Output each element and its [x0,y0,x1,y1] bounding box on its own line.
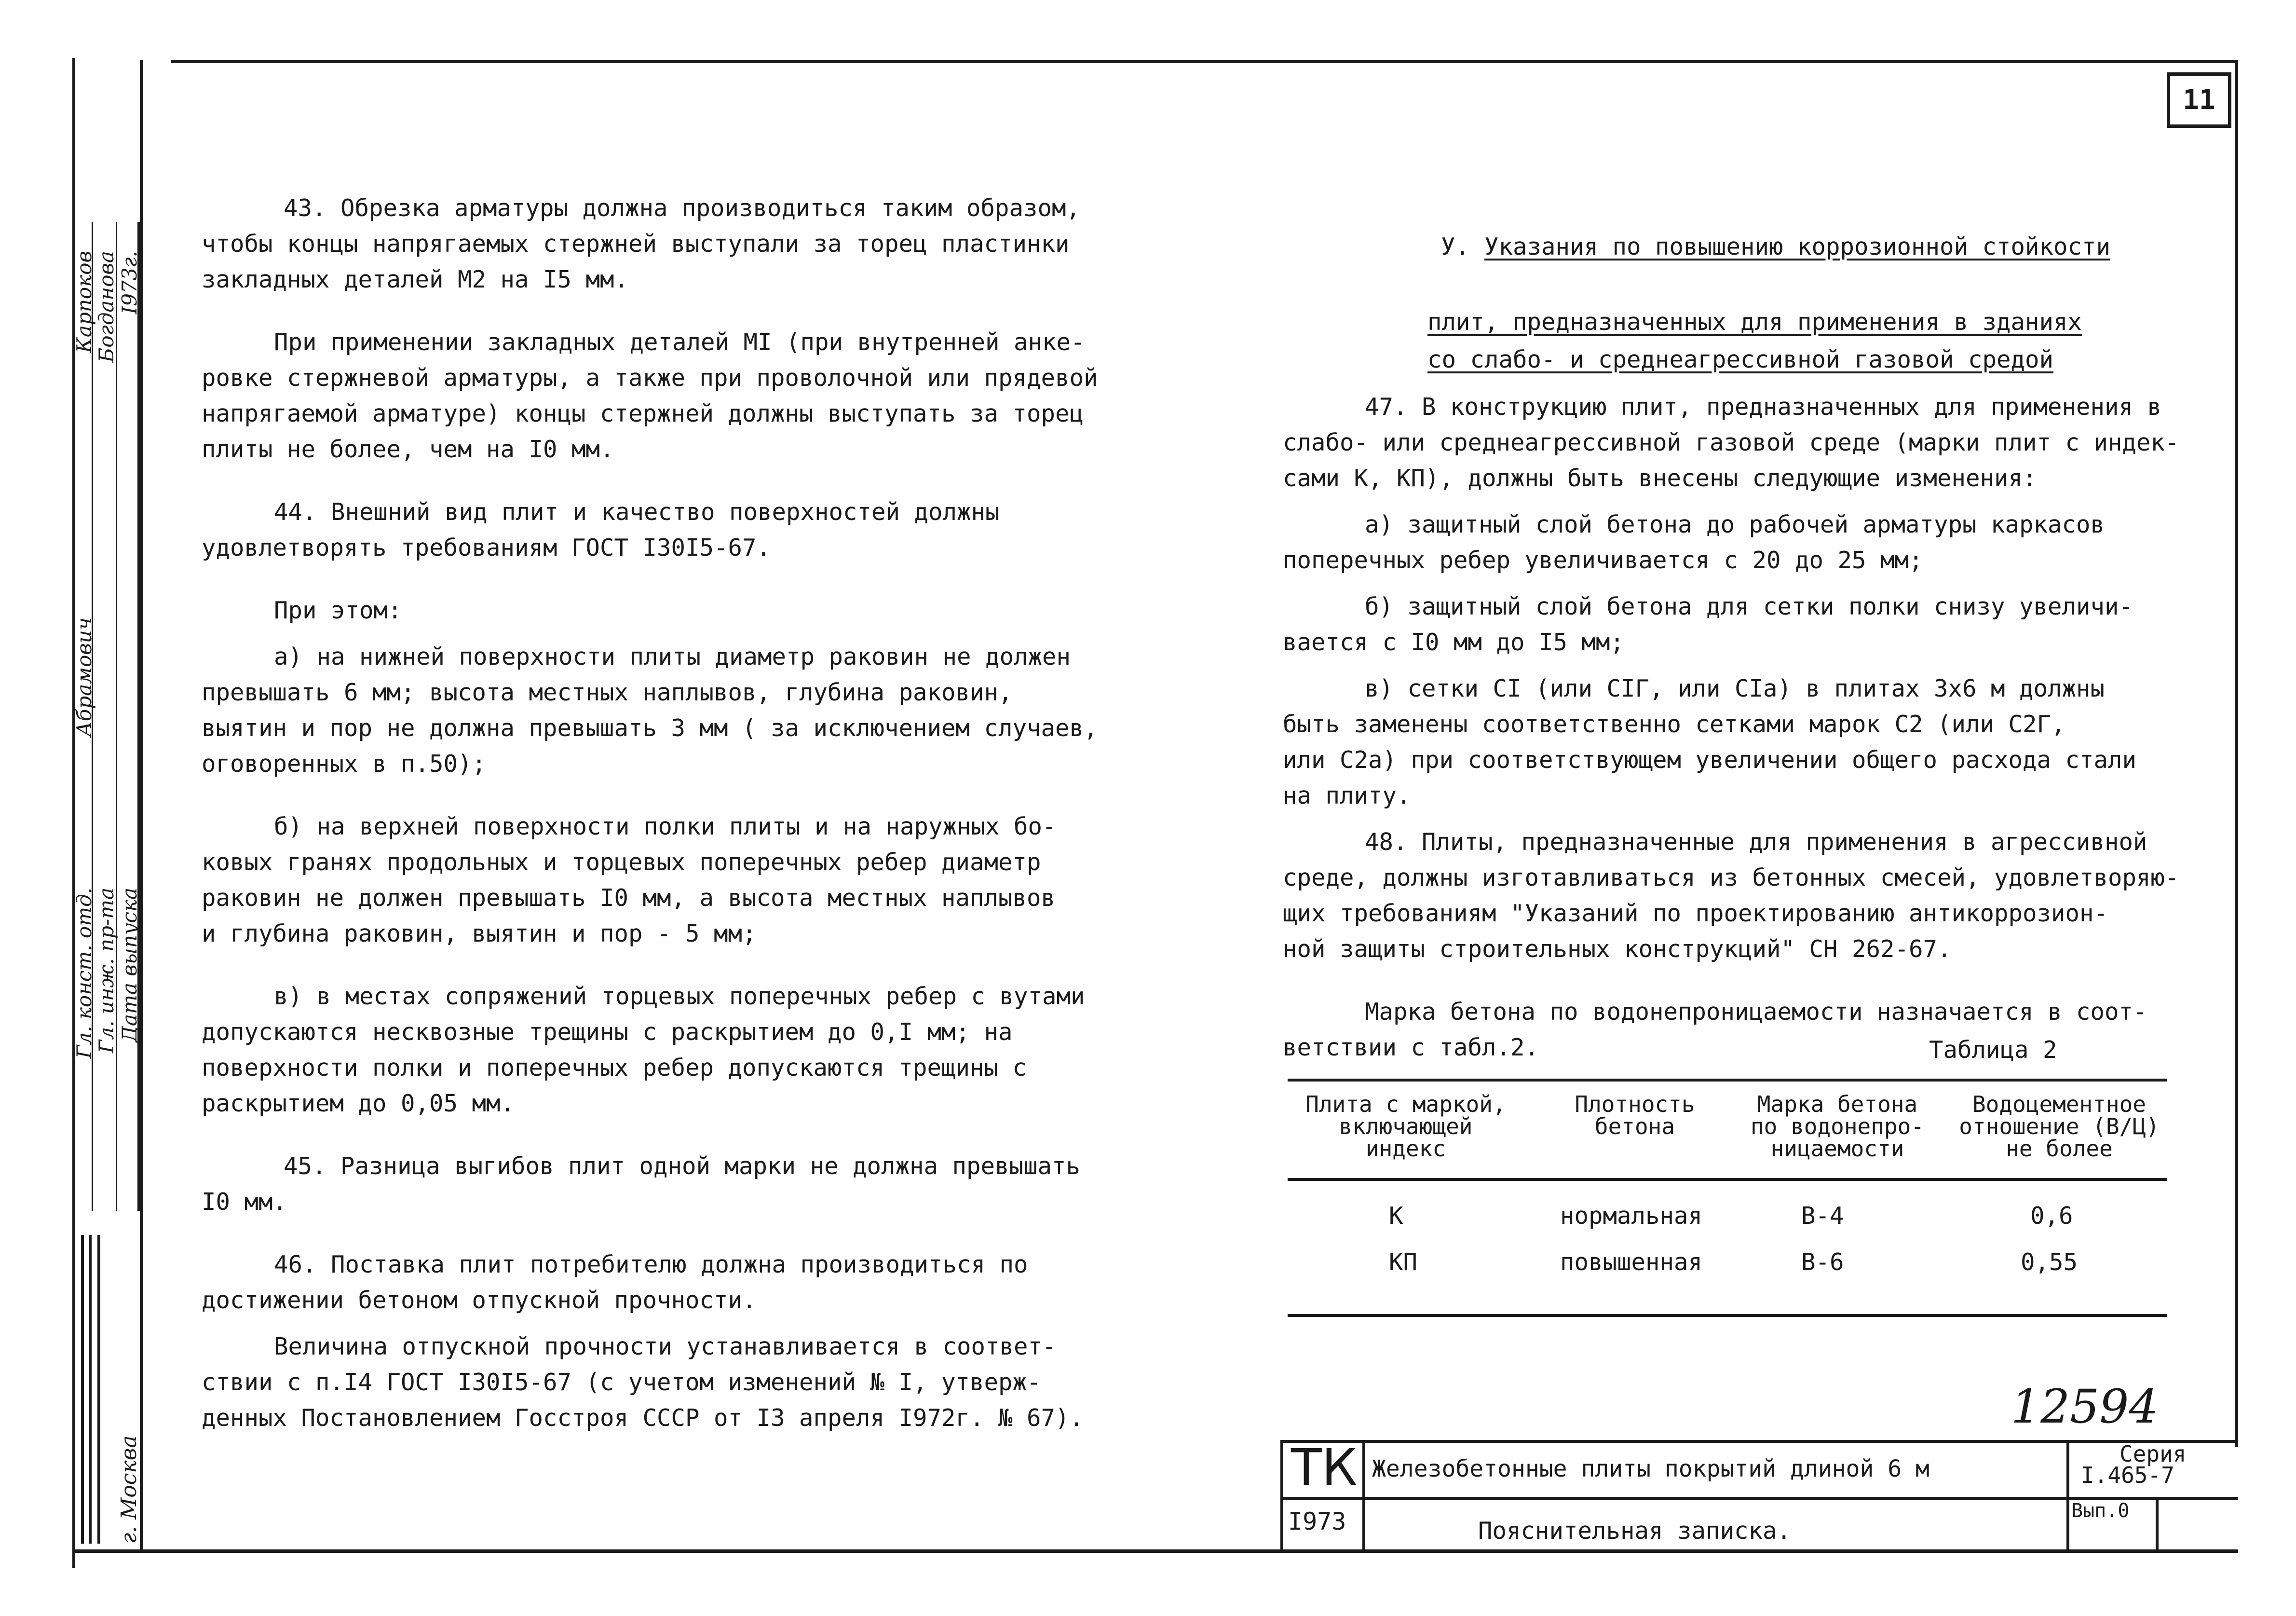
stamp-date: I973г. [118,251,141,315]
paragraph-47c-line: в) сетки СI (или СIГ, или СIа) в плитах 3х6 м должны [1365,675,2105,702]
year: I973 [1288,1507,1346,1535]
table-header-cell: Водоцементное отношение (В/Ц) не более [1959,1091,2160,1162]
stamp-name: Карпоков [72,251,96,353]
paragraph-43-line: закладных деталей М2 на I5 мм. [202,266,629,293]
paragraph-47-line: слабо- или среднеагрессивной газовой среде (марки плит с индек- [1283,429,2179,456]
table-header-cell: Плотность бетона [1575,1091,1695,1139]
paragraph-44b-line: ковых гранях продольных и торцевых поперечных ребер диаметр [202,849,1041,876]
series-label: Серия [2119,1441,2187,1467]
concrete-grade-table [1288,1079,2167,1317]
stamp-role: Дата выпуска [118,888,141,1043]
section-title-line: со слабо- и среднеагрессивной газовой средой [1427,346,2054,373]
series-value: I.465-7 [2081,1462,2174,1488]
table-cell: К [1389,1202,1403,1230]
archive-stamp [72,1235,140,1544]
paragraph-43b-line: плиты не более, чем на I0 мм. [202,436,614,463]
table-header-cell: Плита с маркой, включающей индекс [1305,1091,1506,1162]
right-column [1283,191,2189,1066]
paragraph-47c-line: на плиту. [1283,782,1411,809]
paragraph-44b-line: б) на верхней поверхности полки плиты и на наружных бо- [274,813,1057,840]
title-block [1280,1440,2238,1553]
paragraph-45-line: I0 мм. [202,1188,287,1216]
table-caption: Таблица 2 [1929,1036,2057,1064]
paragraph-43b-line: напрягаемой арматуре) концы стержней должны выступать за торец [202,400,1084,427]
paragraph-48-line: щих требованиям "Указаний по проектированию антикоррозион- [1283,900,2108,927]
paragraph-44a-line: превышать 6 мм; высота местных наплывов, глубина раковин, [202,679,1013,706]
table-cell: 0,6 [2030,1202,2073,1230]
issue-label: Вып.0 [2071,1500,2130,1522]
section-number: У. [1441,233,1470,260]
paragraph-43b-line: При применении закладных деталей МI (при внутренней анке- [274,329,1085,356]
paragraph-44-line: 44. Внешний вид плит и качество поверхностей должны [274,498,1000,526]
stamp-role: Гл. конст. отд. [72,888,96,1059]
table-cell: В-6 [1801,1248,1844,1276]
paragraph-47b-line: вается с I0 мм до I5 мм; [1283,629,1625,656]
paragraph-47-line: 47. В конструкцию плит, предназначенных для применения в [1365,393,2162,421]
paragraph-48b-line: ветствии с табл.2. [1283,1034,1539,1061]
table-header-row [1288,1082,2167,1178]
stamp-role: Гл. инж. пр-та [95,888,118,1054]
page-number: 11 [2167,72,2231,128]
paragraph-48b-line: Марка бетона по водонепроницаемости назначается в соот- [1365,998,2147,1026]
frame-right [2235,60,2238,1447]
side-approval-stamp [72,222,140,1211]
paragraph-48-line: 48. Плиты, предназначенные для применения в агрессивной [1365,828,2147,856]
paragraph-44-intro: При этом: [274,597,402,624]
paragraph-44c-line: раскрытием до 0,05 мм. [202,1090,515,1117]
paragraph-44a-line: выятин и пор не должна превышать 3 мм ( за исключением случаев, [202,714,1098,742]
paragraph-46b-line: Величина отпускной прочности устанавливается в соответ- [274,1333,1057,1360]
paragraph-43-line: чтобы концы напрягаемых стержней выступали за торец пластинки [202,230,1070,258]
paragraph-46-line: достижении бетоном отпускной прочности. [202,1287,757,1314]
paragraph-44a-line: а) на нижней поверхности плиты диаметр раковин не должен [274,643,1071,671]
table-row [1288,1191,2167,1237]
frame-top [171,60,2238,63]
paragraph-47b-line: б) защитный слой бетона для сетки полки снизу увеличи- [1365,593,2133,620]
document-title: Железобетонные плиты покрытий длиной 6 м [1372,1455,1929,1482]
paragraph-47a-line: а) защитный слой бетона до рабочей арматуры каркасов [1365,511,2105,538]
paragraph-46b-line: ствии с п.I4 ГОСТ I30I5-67 (с учетом изменений № I, утверж- [202,1369,1041,1396]
stamp-name: Абрамович [72,617,96,737]
paragraph-46b-line: денных Постановлением Госстроя СССР от I3 апреля I972г. № 67). [202,1404,1084,1432]
paragraph-47-line: сами К, КП), должны быть внесены следующие изменения: [1283,465,2037,492]
paragraph-44c-line: допускаются несквозные трещины с раскрытием до 0,I мм; на [202,1018,1013,1046]
org-code: ТК [1291,1438,1358,1497]
paragraph-47c-line: быть заменены соответственно сетками марок С2 (или С2Г, [1283,711,2065,738]
paragraph-44b-line: и глубина раковин, выятин и пор - 5 мм; [202,920,757,947]
handwritten-number: 12594 [2011,1380,2159,1434]
paragraph-43-line: 43. Обрезка арматуры должна производиться таким образом, [284,194,1081,222]
stamp-name: Богданова [95,251,118,363]
paragraph-47a-line: поперечных ребер увеличивается с 20 до 25 мм; [1283,547,1923,574]
paragraph-43b-line: ровке стержневой арматуры, а также при проволочной или прядевой [202,364,1098,392]
table-cell: В-4 [1801,1202,1844,1230]
paragraph-44-line: удовлетворять требованиям ГОСТ I30I5-67. [202,534,771,561]
paragraph-44a-line: оговоренных в п.50); [202,750,487,778]
paragraph-48-line: ной защиты строительных конструкций" СН 262-67. [1283,935,1952,963]
table-cell: повышенная [1560,1248,1703,1276]
paragraph-44b-line: раковин не должен превышать I0 мм, а высота местных наплывов [202,884,1056,912]
table-header-cell: Марка бетона по водонепро- ницаемости [1750,1091,1925,1162]
left-column [202,191,1108,1436]
table-cell: нормальная [1560,1202,1703,1230]
paragraph-44c-line: поверхности полки и поперечных ребер допускаются трещины с [202,1054,1027,1082]
section-heading [1283,191,2189,303]
section-title-line: Указания по повышению коррозионной стойкости [1484,233,2111,260]
table-cell: КП [1389,1248,1418,1276]
paragraph-46-line: 46. Поставка плит потребителю должна производиться по [274,1251,1028,1278]
table-row [1288,1237,2167,1283]
paragraph-44c-line: в) в местах сопряжений торцевых поперечных ребер с вутами [274,983,1085,1010]
stamp-city: г. Москва [117,1435,141,1544]
section-title-line: плит, предназначенных для применения в зданиях [1427,308,2082,336]
paragraph-47c-line: или С2а) при соответствующем увеличении общего расхода стали [1283,746,2137,774]
paragraph-48-line: среде, должны изготавливаться из бетонных смесей, удовлетворяю- [1283,864,2179,891]
paragraph-45-line: 45. Разница выгибов плит одной марки не должна превышать [284,1152,1081,1180]
document-subtitle: Пояснительная записка. [1478,1517,1792,1545]
table-cell: 0,55 [2021,1248,2078,1276]
